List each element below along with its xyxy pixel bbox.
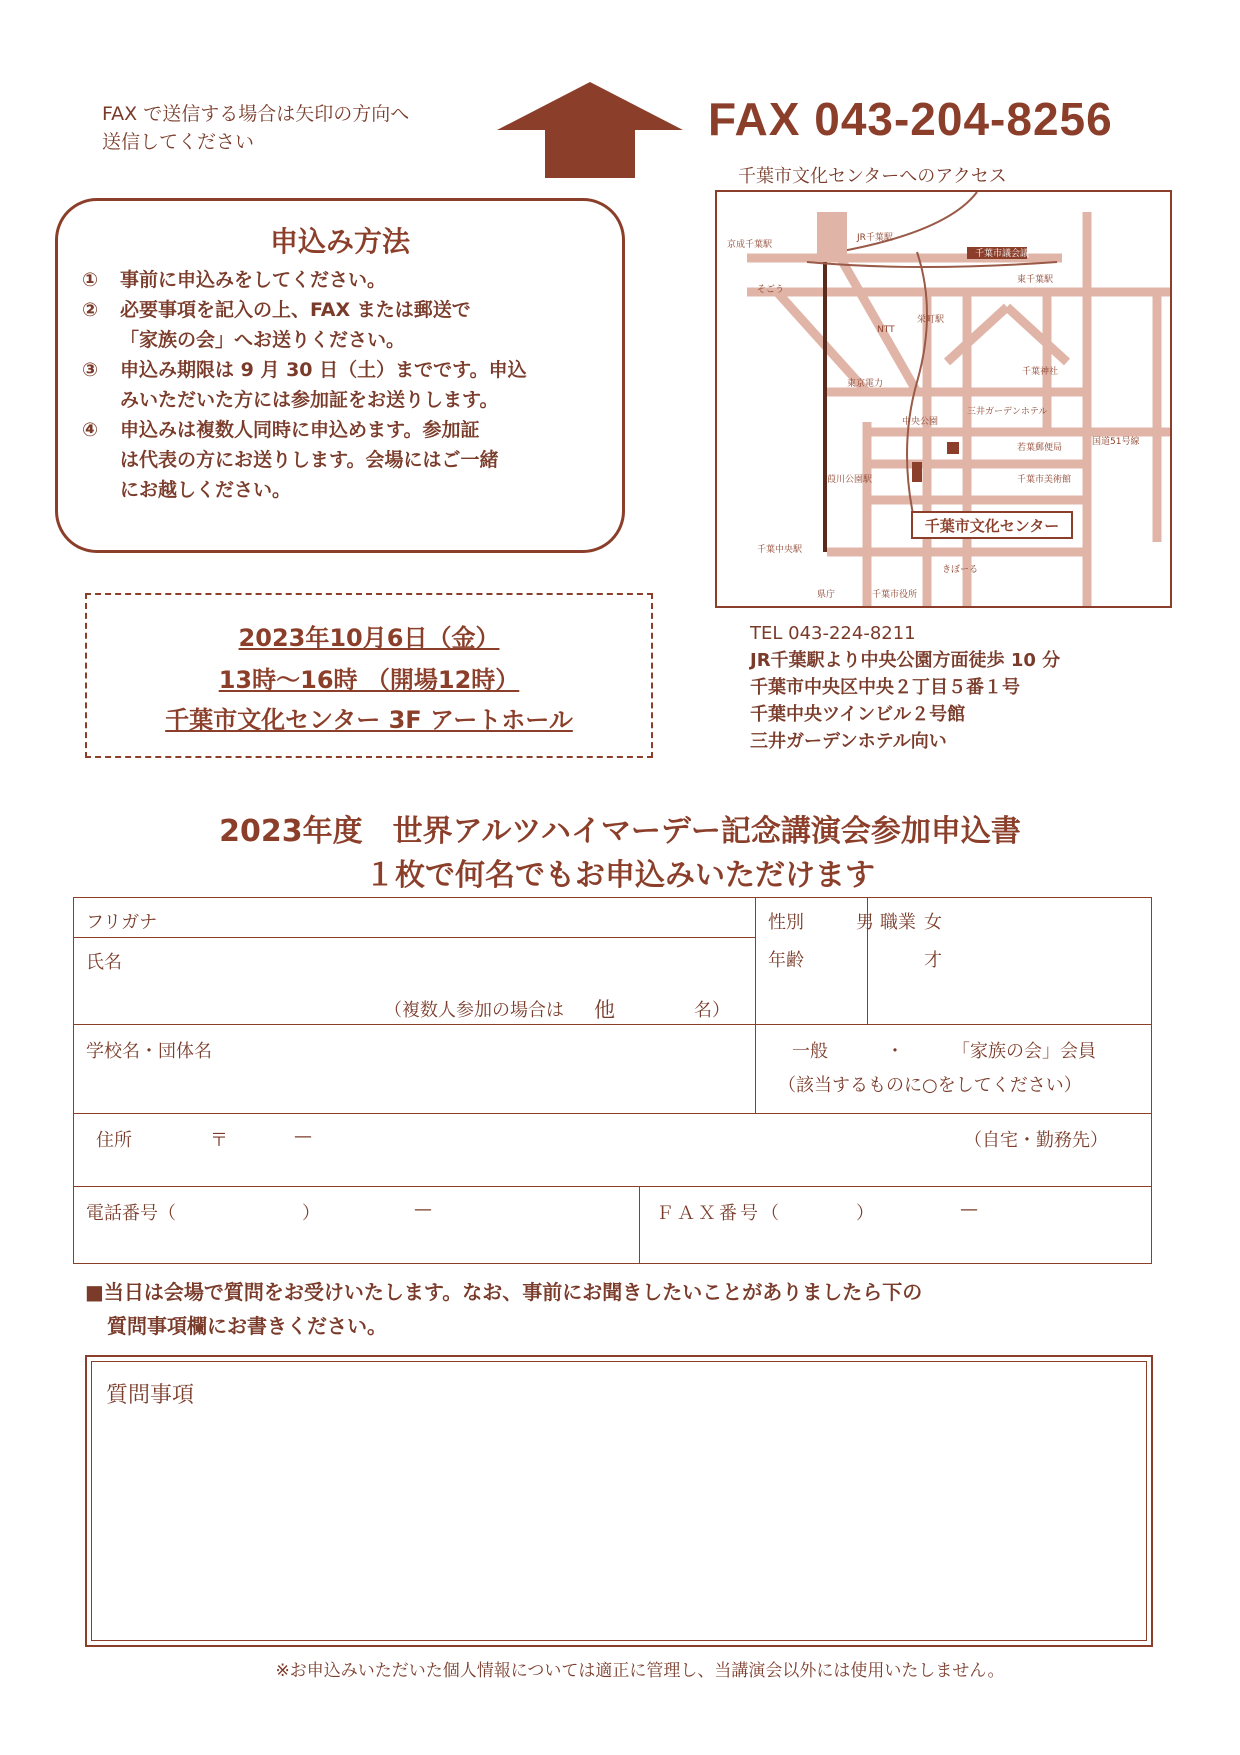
school-field[interactable] [74, 1025, 756, 1114]
fax-close: ） [856, 1203, 874, 1224]
name-label: 氏名 [86, 952, 122, 973]
map-label-city-hall: 千葉市役所 [872, 590, 918, 600]
venue-address: 千葉市中央区中央２丁目５番１号 [750, 677, 1020, 698]
method-text: 必要事項を記入の上、FAX または郵送で [120, 299, 471, 321]
method-text: は代表の方にお送りします。会場にはご一緒 [120, 449, 499, 471]
gender-female[interactable]: 女 [924, 912, 943, 933]
fax-instruction-line2: 送信してください [102, 131, 255, 153]
address-label: 住所 [96, 1130, 132, 1151]
notice-line2: 質問事項欄にお書きください。 [107, 1314, 387, 1338]
map-label-city-hall-north: 千葉市議会議 [975, 249, 1030, 259]
map-center-label: 千葉市文化センター [924, 517, 1060, 535]
method-num: ② [82, 299, 99, 321]
fax-dash: — [960, 1199, 978, 1220]
name-count: 名） [694, 1000, 730, 1021]
address-field[interactable] [74, 1114, 1152, 1187]
method-list [82, 265, 602, 505]
map-label-sakaecho: 栄町駅 [917, 315, 945, 325]
method-text: 申込みは複数人同時に申込めます。参加証 [120, 419, 480, 441]
member-dot: ・ [886, 1041, 905, 1062]
name-other: 他 [594, 998, 615, 1022]
method-item [82, 355, 602, 415]
map-label-route51: 国道51号線 [1092, 437, 1140, 447]
map-label-higashi-chiba: 東千葉駅 [1017, 275, 1054, 285]
method-text: 申込み期限は 9 月 30 日（土）までです。申込 [120, 359, 527, 381]
venue-tel: TEL 043-224-8211 [750, 623, 916, 644]
postal-dash: — [294, 1126, 312, 1147]
map-label-sogo: そごう [757, 285, 785, 295]
venue-building: 千葉中央ツインビル２号館 [750, 704, 966, 725]
occupation-label: 職業 [880, 912, 917, 933]
form-title: 2023年度 世界アルツハイマーデー記念講演会参加申込書 [219, 814, 1021, 849]
gender-male[interactable]: 男 [856, 912, 875, 933]
phone-close: ） [302, 1203, 320, 1224]
method-title: 申込み方法 [269, 225, 410, 258]
map-label-ntt: NTT [877, 325, 895, 335]
access-title: 千葉市文化センターへのアクセス [738, 166, 1007, 187]
questions-inner-border [91, 1361, 1147, 1641]
question-notice [85, 1275, 922, 1343]
method-num: ① [82, 269, 99, 291]
phone-dash: — [414, 1199, 432, 1220]
furigana-field[interactable] [74, 898, 756, 938]
privacy-note: ※お申込みいただいた個人情報については適正に管理し、当講演会以外には使用いたしません。 [275, 1661, 1005, 1681]
school-label: 学校名・団体名 [86, 1041, 212, 1062]
method-num: ④ [82, 419, 99, 441]
map-label-central-park: 中央公園 [902, 417, 939, 427]
notice-line1: ■当日は会場で質問をお受けいたします。なお、事前にお聞きしたいことがありましたら下の [85, 1280, 923, 1304]
method-item [82, 415, 602, 505]
form-subtitle: １枚で何名でもお申込みいただけます [365, 858, 875, 893]
map-label-mitsui: 三井ガーデンホテル [967, 407, 1048, 417]
venue-landmark: 三井ガーデンホテル向い [750, 731, 947, 752]
age-label: 年齢 [768, 950, 805, 971]
map-label-kiboru: きぼーる [942, 565, 979, 575]
member-family[interactable]: 「家族の会」会員 [952, 1041, 1097, 1062]
event-time: 13時～16時 （開場12時） [218, 666, 520, 694]
member-note: （該当するものに○をしてください） [778, 1075, 1082, 1096]
map-label-shrine: 千葉神社 [1022, 367, 1059, 377]
map-label-museum: 千葉市美術館 [1017, 475, 1072, 485]
postal-mark: 〒 [210, 1130, 228, 1151]
method-text: 事前に申込みをしてください。 [120, 269, 387, 291]
method-text: にお越しください。 [120, 479, 292, 501]
furigana-label: フリガナ [86, 912, 158, 933]
fax-field[interactable] [640, 1187, 1152, 1264]
map-label-jr-chiba: JR千葉駅 [857, 233, 893, 243]
questions-label: 質問事項 [106, 1383, 195, 1408]
map-label-tokyu: 東京電力 [847, 379, 884, 389]
address-type[interactable]: （自宅・勤務先） [964, 1130, 1108, 1151]
map-label-yoshikawa: 葭川公園駅 [827, 475, 873, 485]
gender-label: 性別 [768, 912, 805, 933]
phone-field[interactable] [74, 1187, 640, 1264]
venue-info [750, 620, 1060, 755]
method-item [82, 295, 602, 355]
map-label-keisei: 京成千葉駅 [727, 240, 773, 250]
name-field[interactable] [74, 938, 756, 1025]
map-graphic [717, 192, 1170, 606]
map-label-chuo-station: 千葉中央駅 [757, 545, 803, 555]
name-multi-note: （複数人参加の場合は [384, 1000, 564, 1021]
membership-field[interactable] [756, 1025, 1152, 1114]
method-num: ③ [82, 359, 99, 381]
application-form [73, 897, 1152, 1264]
occupation-field[interactable] [868, 898, 1152, 1025]
method-text: みいただいた方には参加証をお送りします。 [120, 389, 499, 411]
method-item [82, 265, 602, 295]
map-label-post: 若葉郵便局 [1017, 443, 1063, 453]
method-text: 「家族の会」へお送りください。 [120, 329, 406, 351]
venue-walk: JR千葉駅より中央公園方面徒歩 10 分 [750, 650, 1061, 671]
fax-instruction-line1: FAX で送信する場合は矢印の方向へ [102, 103, 410, 125]
phone-label: 電話番号（ [86, 1203, 176, 1224]
age-unit: 才 [924, 950, 943, 971]
event-date: 2023年10月6日（金） [238, 624, 500, 652]
up-arrow-icon [495, 80, 685, 180]
fax-number: FAX 043-204-8256 [708, 93, 1113, 145]
map-label-prefecture: 県庁 [817, 590, 836, 600]
fax-label: ＦＡＸ番号（ [656, 1203, 782, 1224]
event-venue: 千葉市文化センター 3F アートホール [165, 706, 573, 734]
access-map [715, 190, 1172, 608]
member-general[interactable]: 一般 [792, 1041, 829, 1062]
fax-instruction [102, 100, 409, 156]
